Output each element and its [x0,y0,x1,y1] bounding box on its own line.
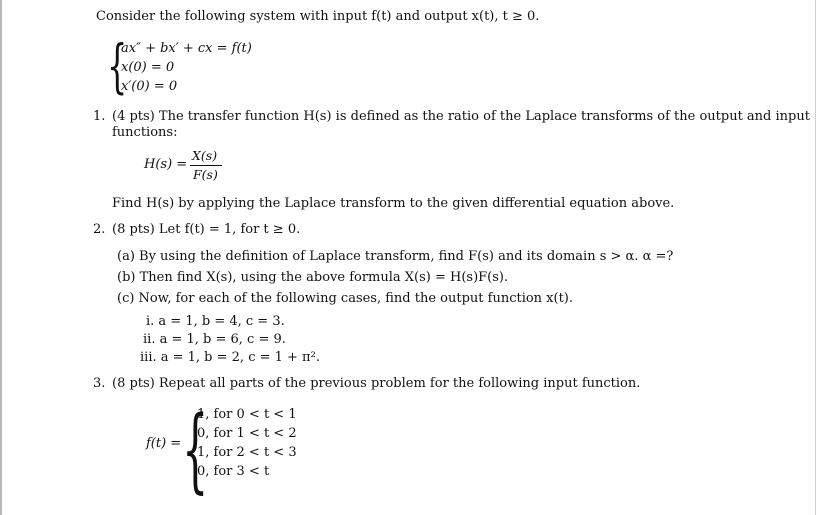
q1-fraction-bar [190,165,222,166]
q3-case-2: 0, for 1 < t < 2 [197,426,297,441]
page-left-edge [0,0,2,515]
q3-case-3: 1, for 2 < t < 3 [197,445,297,460]
system-eq3: x′(0) = 0 [121,79,178,94]
q1-text-line2: functions: [112,125,178,140]
q3-cases-brace: { [182,396,209,503]
q1-number: 1. [93,109,106,124]
q1-task: Find H(s) by applying the Laplace transform to the given differential equation above. [112,196,675,211]
q2-text: (8 pts) Let f(t) = 1, for t ≥ 0. [112,222,301,237]
intro-text: Consider the following system with input f(t) and output x(t), t ≥ 0. [96,9,540,24]
q2-part-b: (b) Then find X(s), using the above formula X(s) = H(s)F(s). [117,270,509,285]
q1-formula-numerator: X(s) [192,148,218,163]
q3-case-1: 1, for 0 < t < 1 [197,407,297,422]
q2-number: 2. [93,222,106,237]
q3-text: (8 pts) Repeat all parts of the previous problem for the following input function. [112,376,641,391]
q3-formula-lhs: f(t) = [146,436,182,451]
q1-formula-lhs: H(s) = [144,157,188,172]
q3-case-4: 0, for 3 < t [197,464,270,479]
q2-part-c: (c) Now, for each of the following cases, find the output function x(t). [117,291,574,306]
system-eq2: x(0) = 0 [121,60,175,75]
system-eq1: ax″ + bx′ + cx = f(t) [121,41,252,56]
q2-case-iii: iii. a = 1, b = 2, c = 1 + π². [140,350,320,365]
q2-case-ii: ii. a = 1, b = 6, c = 9. [143,332,286,347]
q2-case-i: i. a = 1, b = 4, c = 3. [146,314,285,329]
q2-part-a: (a) By using the definition of Laplace transform, find F(s) and its domain s > α. α =? [117,249,674,264]
q1-text-line1: (4 pts) The transfer function H(s) is defined as the ratio of the Laplace transforms of the output and input [112,109,810,124]
q3-number: 3. [93,376,106,391]
system-brace: { [107,32,128,100]
q1-formula-denominator: F(s) [193,167,218,182]
